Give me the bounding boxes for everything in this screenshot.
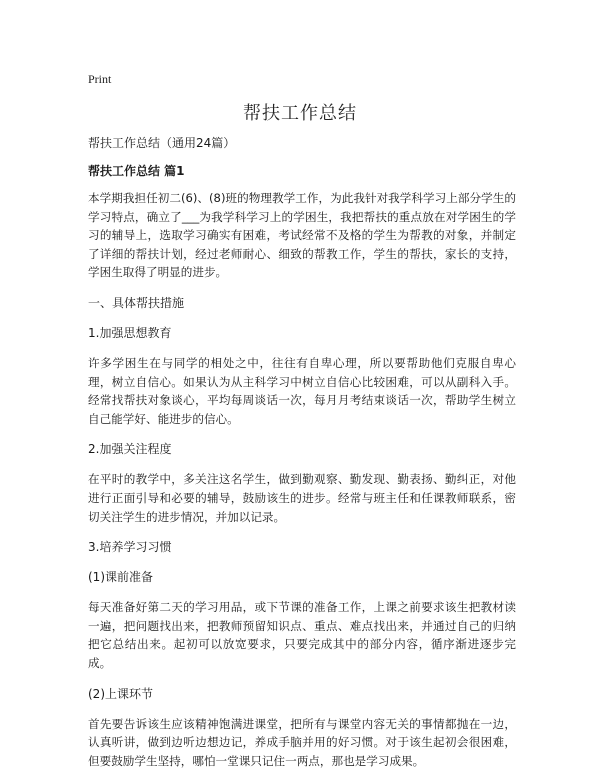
print-label[interactable]: Print xyxy=(88,72,112,86)
item3a-paragraph: 每天准备好第二天的学习用品，或下节课的准备工作，上课之前要求该生把教材读一遍，把问题找出来，把教师预留知识点、重点、难点找出来，并通过自己的归纳把它总结出来。起初可以放宽要求，只要完成其中的部分内容，循序渐进逐步完成。 xyxy=(88,600,516,670)
item3-heading: 3.培养学习习惯 xyxy=(88,540,172,555)
section-heading: 帮扶工作总结 篇1 xyxy=(88,164,185,178)
document-subtitle: 帮扶工作总结（通用24篇） xyxy=(88,136,236,150)
item3a-heading: (1)课前准备 xyxy=(88,570,153,585)
intro-paragraph: 本学期我担任初二(6)、(8)班的物理教学工作，为此我针对我学科学习上部分学生的学习特点，确立了___为我学科学习上的学困生，我把帮扶的重点放在对学困生的学习的辅导上，选取学习确实有困难，考试经常不及格的学生为帮教的对象，并制定了详细的帮扶计划，经过老师耐心、细致的帮教工作，学生的帮扶，家长的支持，学困生取得了明显的进步。 xyxy=(88,191,516,280)
item2-heading: 2.加强关注程度 xyxy=(88,442,172,457)
item3b-heading: (2)上课环节 xyxy=(88,686,153,701)
document-body xyxy=(88,134,516,782)
measures-heading: 一、具体帮扶措施 xyxy=(88,295,185,310)
item1-paragraph: 许多学困生在与同学的相处之中，往往有自卑心理，所以要帮助他们克服自卑心理，树立自信心。如果认为从主科学习中树立自信心比较困难，可以从副科入手。经常找帮扶对象谈心，平均每周谈话一次，每月月考结束谈话一次，帮助学生树立自己能学好、能进步的信心。 xyxy=(88,355,516,426)
item1-heading: 1.加强思想教育 xyxy=(88,325,172,340)
item3b-paragraph: 首先要告诉该生应该精神饱满进课堂，把所有与课堂内容无关的事情都抛在一边，认真听讲，做到边听边想边记，养成手脑并用的好习惯。对于该生起初会很困难，但要鼓励学生坚持，哪怕一堂课只记住一两点，那也是学习成果。 xyxy=(88,716,516,768)
item2-paragraph: 在平时的教学中，多关注这名学生，做到勤观察、勤发现、勤表扬、勤纠正，对他进行正面引导和必要的辅导，鼓励该生的进步。经常与班主任和任课教师联系，密切关注学生的进步情况，并加以记录。 xyxy=(88,472,516,524)
document-title: 帮扶工作总结 xyxy=(243,103,357,124)
